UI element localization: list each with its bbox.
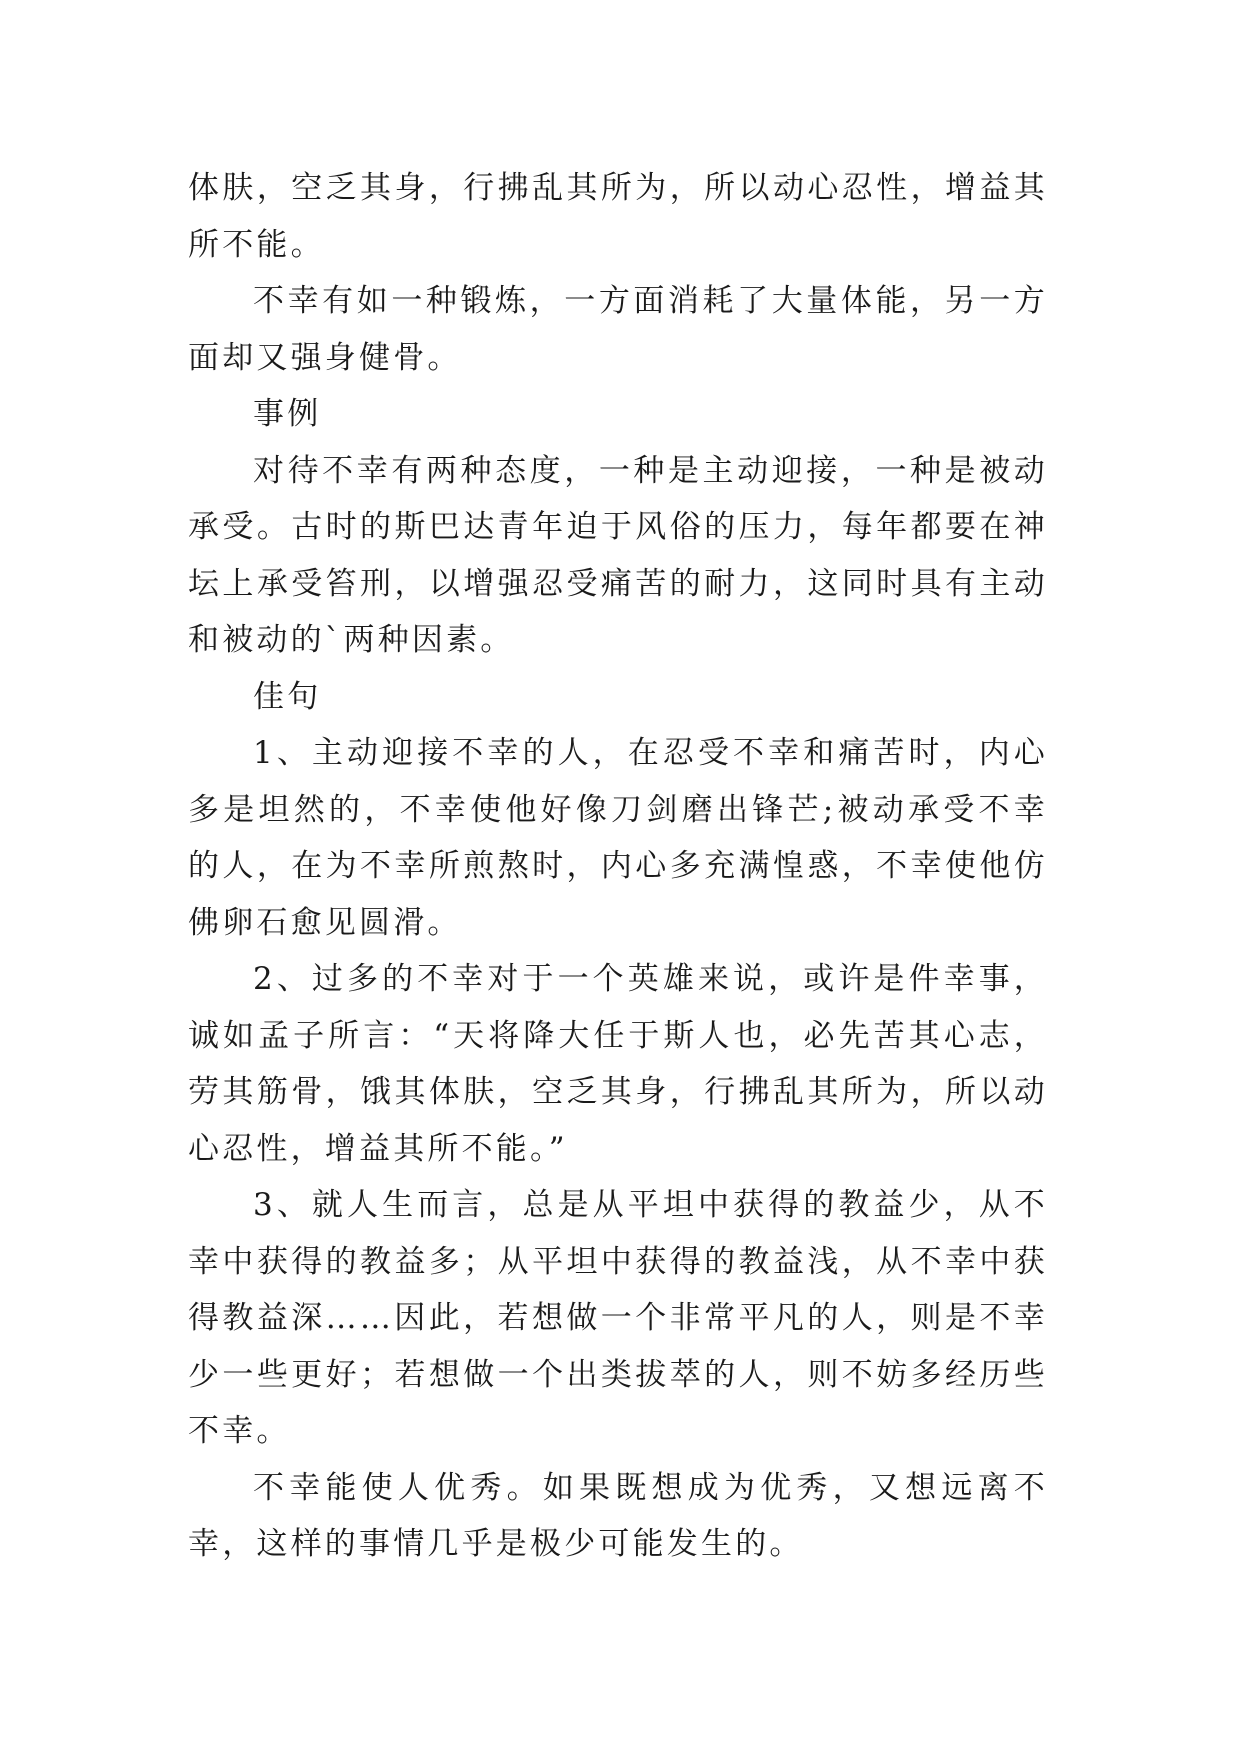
quote-item-2: 2、过多的不幸对于一个英雄来说，或许是件幸事，诚如孟子所言：“天将降大任于斯人也，必先苦其心志，劳其筋骨，饿其体肤，空乏其身，行拂乱其所为，所以动心忍性，增益其所不能。”	[188, 961, 1048, 1167]
paragraph-conclusion: 不幸能使人优秀。如果既想成为优秀，又想远离不幸，这样的事情几乎是极少可能发生的。	[188, 1469, 1048, 1562]
section-heading-examples: 事例	[253, 396, 322, 432]
quote-item-3: 3、就人生而言，总是从平坦中获得的教益少，从不幸中获得的教益多；从平坦中获得的教益浅，从不幸中获得教益深……因此，若想做一个非常平凡的人，则是不幸少一些更好；若想做一个出类拔萃的人，则不妨多经历些不幸。	[188, 1187, 1048, 1449]
paragraph-continuation: 体肤，空乏其身，行拂乱其所为，所以动心忍性，增益其所不能。	[188, 170, 1048, 263]
paragraph-sparta-example: 对待不幸有两种态度，一种是主动迎接，一种是被动承受。古时的斯巴达青年迫于风俗的压力，每年都要在神坛上承受笞刑，以增强忍受痛苦的耐力，这同时具有主动和被动的`两种因素。	[188, 452, 1048, 658]
quote-item-1: 1、主动迎接不幸的人，在忍受不幸和痛苦时，内心多是坦然的，不幸使他好像刀剑磨出锋芒;被动承受不幸的人，在为不幸所煎熬时，内心多充满惶惑，不幸使他仿佛卵石愈见圆滑。	[188, 735, 1048, 941]
paragraph-misfortune-exercise: 不幸有如一种锻炼，一方面消耗了大量体能，另一方面却又强身健骨。	[188, 283, 1048, 376]
section-heading-quotes: 佳句	[253, 678, 322, 715]
document-body	[188, 160, 1048, 1573]
